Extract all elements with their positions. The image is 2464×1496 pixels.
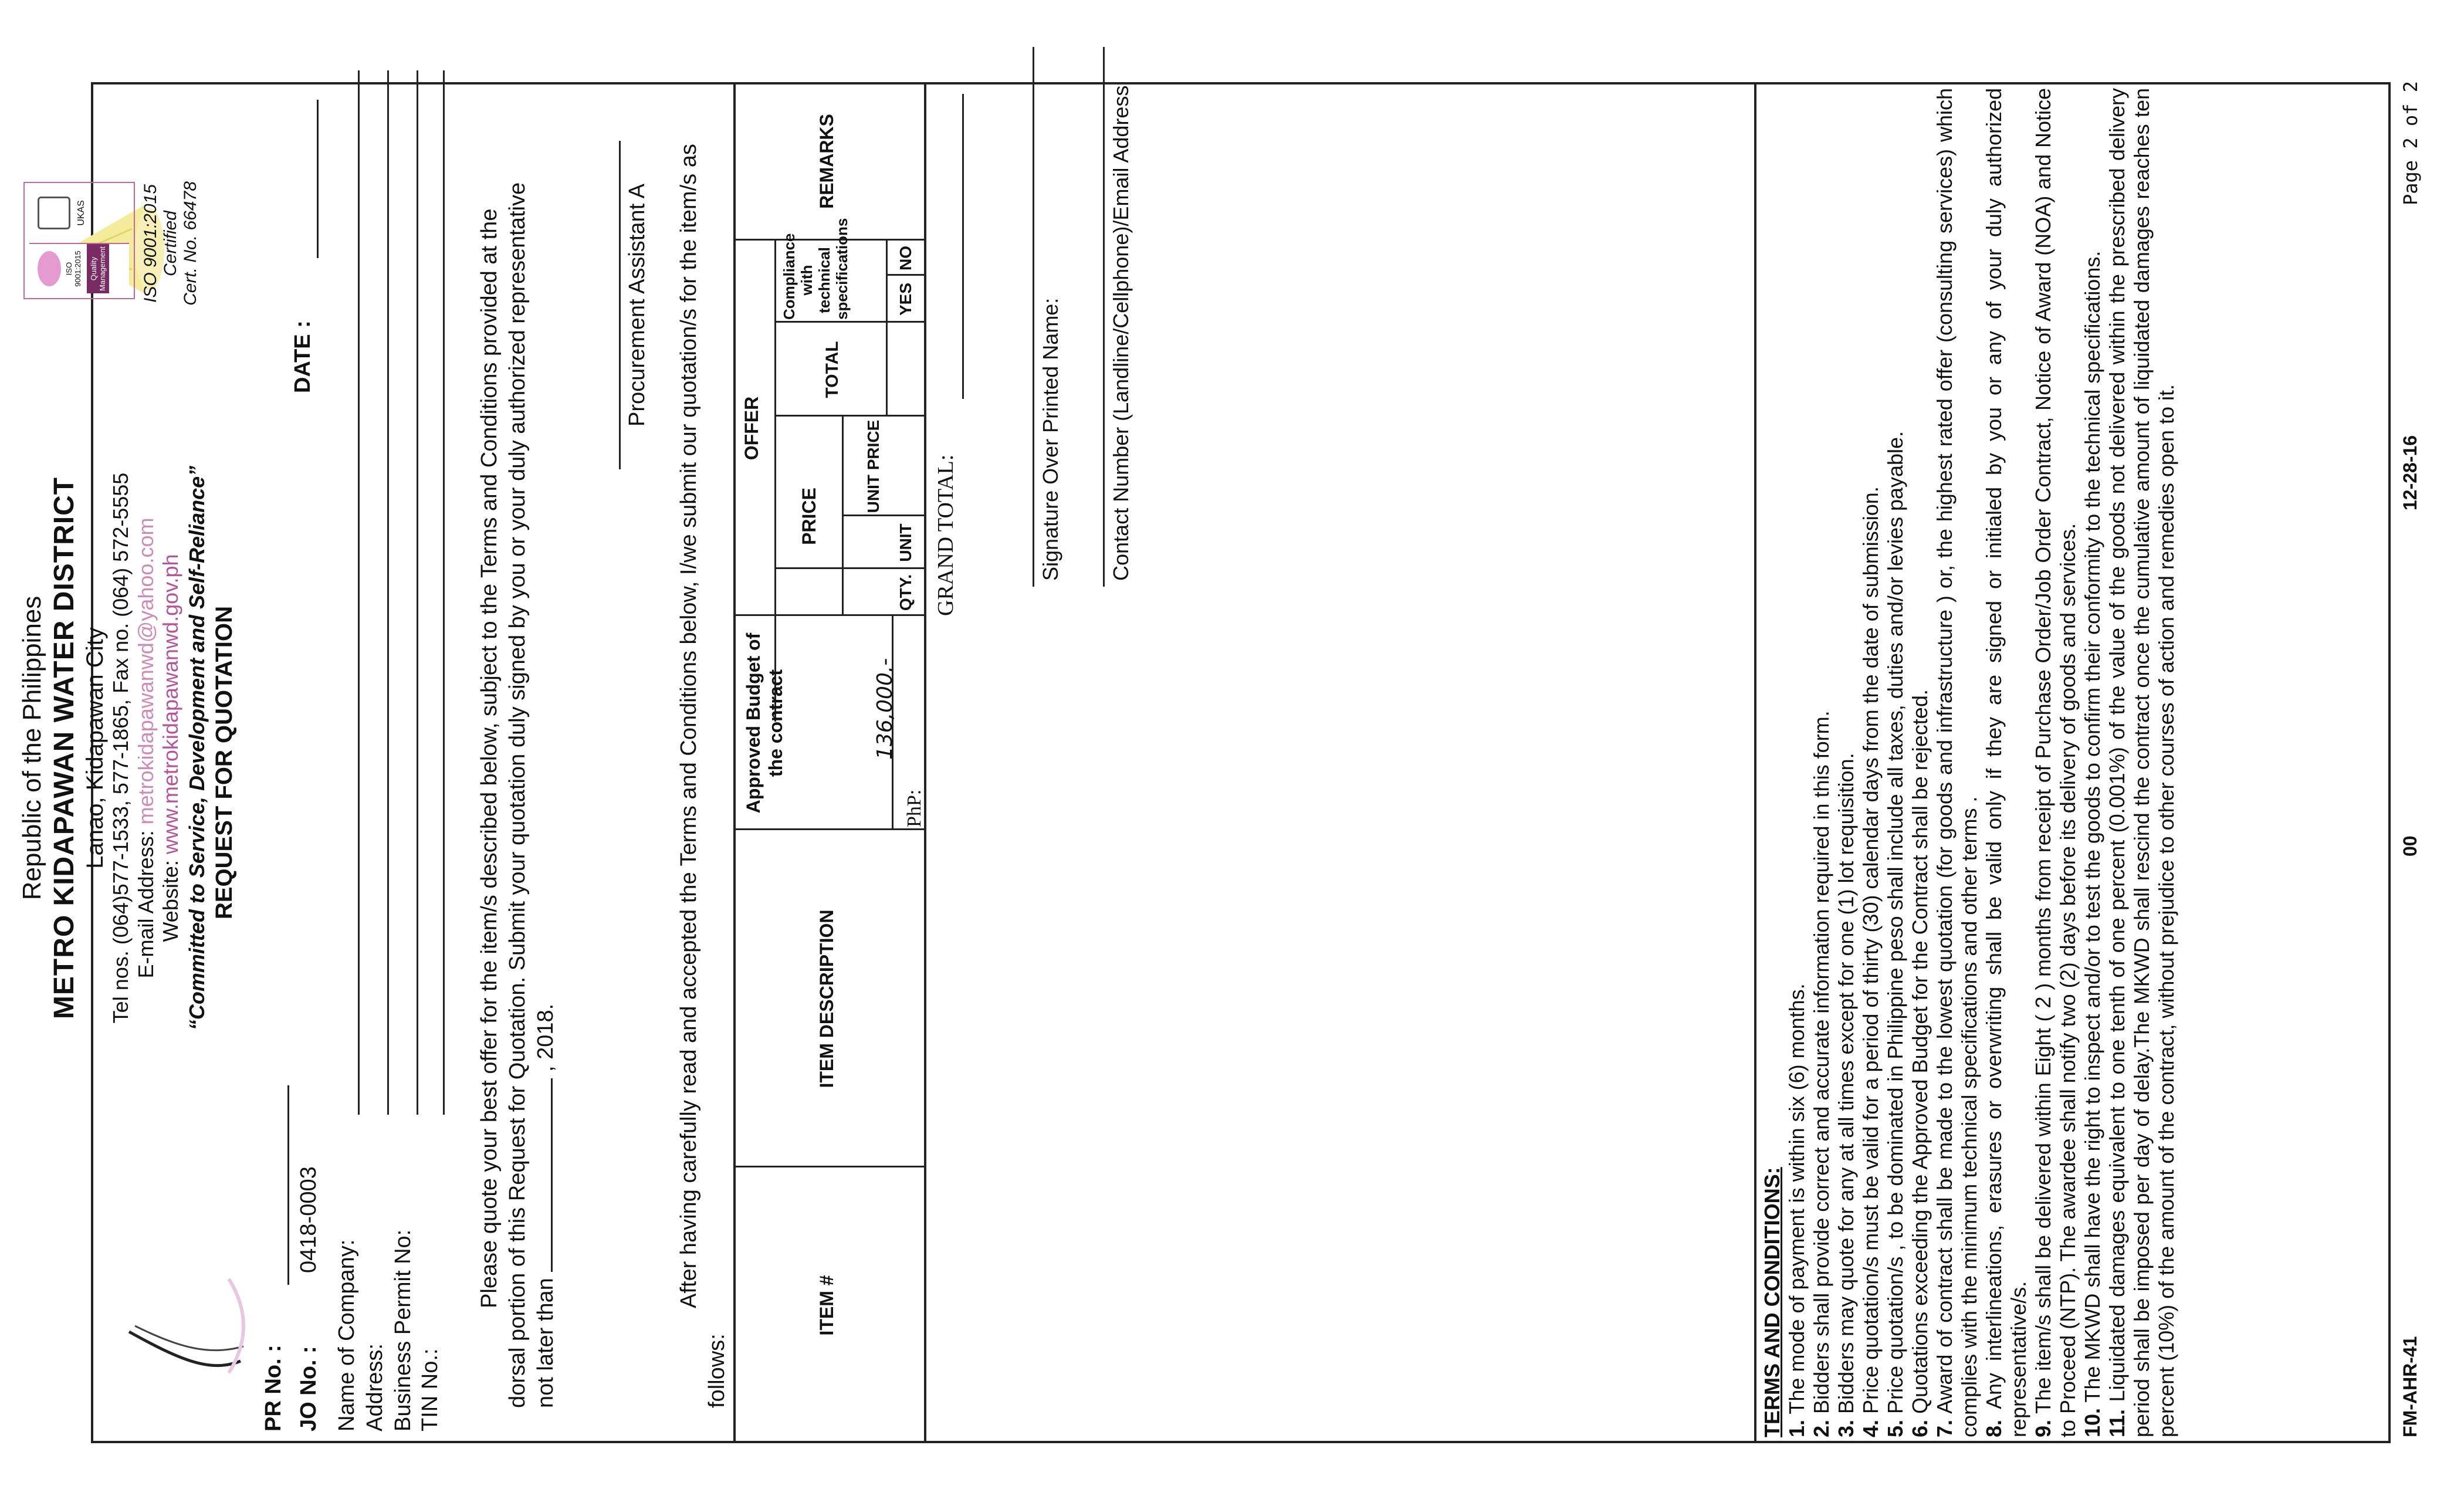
pr-label: PR No. : (261, 1345, 286, 1431)
footer-page: Page 2 of 2 (2399, 81, 2422, 205)
letterhead-motto: “Committed to Service, Development and Self-Reliance” (185, 465, 209, 1031)
tin-label: TIN No.: (418, 1348, 442, 1431)
company-line[interactable] (358, 70, 360, 1115)
address-label: Address: (363, 1343, 387, 1431)
web-label: Website: (158, 860, 182, 942)
permit-label: Business Permit No: (391, 1229, 415, 1431)
header-price: PRICE (798, 488, 820, 545)
para1-year: , 2018. (533, 1003, 558, 1072)
term-8: 8. Any interlineations, erasures or overwriting shall be valid only if they are signed or initialed by you or any of your duly authorized representative/s. (1982, 88, 2030, 1437)
compliance-row-line (886, 241, 888, 417)
term-11: 11. Liquidated damages equivalent to one tenth of one percent (0.001%) of the value of the goods not delivered within the prescribed delivery period shall be imposed per day of delay.The MKWD shall rescind the contract once the cumulative amount of liquidated damages reaches ten percent (10%) of the amount of the contract, without prejudice to other courses of action and remedies open to it. (2105, 88, 2178, 1437)
footer-form-code: FM-AHR-41 (2399, 1336, 2421, 1437)
cert-caption (141, 158, 201, 329)
ukas-badge (29, 187, 129, 239)
iso-badge-circle-icon (38, 251, 61, 286)
cert-line1: ISO 9001:2015 Certified (141, 184, 180, 303)
acceptance-paragraph (675, 88, 731, 1408)
contact-label: Contact Number (Landline/Cellphone)/Email Address (1109, 85, 1133, 581)
header-total: TOTAL (823, 341, 842, 398)
web-link[interactable]: www.metrokidapawanwd.gov.ph (158, 554, 182, 855)
company-label: Name of Company: (334, 1239, 359, 1431)
header-qty: QTY. (896, 574, 915, 611)
header-yes: YES (896, 282, 915, 316)
table-top-border (733, 82, 736, 1443)
ukas-text: UKAS (76, 200, 86, 226)
price-row-line (842, 417, 844, 616)
cert-badge-box (23, 182, 135, 299)
email-link[interactable]: metrokidapawanwd@yahoo.com (134, 517, 158, 825)
iso-badge-text: ISO 9001:2015 (65, 251, 82, 287)
term-4: 4. Price quotation/s must be valid for a period of thirty (30) calendar days from the date of submission. (1859, 486, 1883, 1437)
para1-line-b: dorsal portion of this Request for Quotation. Submit your quotation duly signed by you or your duly authorized representative (505, 182, 530, 1408)
instructions-paragraph (475, 88, 560, 1408)
page-title: REQUEST FOR QUOTATION (211, 605, 237, 920)
term-6: 6. Quotations exceeding the Approved Budget for the Contract shall be rejected. (1908, 689, 1932, 1437)
footer-rev: 00 (2399, 835, 2421, 857)
contact-line (1103, 47, 1105, 587)
para1-not-later: not later than (533, 1278, 558, 1408)
crown-check-icon (38, 197, 70, 229)
iso-badge (29, 243, 129, 293)
header-unit-price: UNIT PRICE (864, 419, 882, 513)
header-remarks: REMARKS (816, 114, 837, 209)
letterhead-republic: Republic of the Philippines (18, 595, 46, 901)
para1-line-c (532, 88, 560, 1408)
terms-section (1760, 88, 2179, 1437)
term-9: 9. The item/s shall be delivered within Eight ( 2 ) months from receipt of Purchase Order/Job Order Contract, Notice of Award (NOA) and Notice to Proceed (NTP). The awardee shall notify two (2) days before its delivery of goods and services. (2031, 88, 2080, 1437)
term-10: 10. The MKWD shall have the right to inspect and/or to test the goods to confirm their conformity to the technical specifications. (2080, 251, 2104, 1437)
footer-date: 12-28-16 (2399, 435, 2421, 510)
pr-line[interactable] (287, 1085, 289, 1285)
cert-line2: Cert. No. 66478 (181, 181, 200, 306)
letterhead-address: Lanao, Kidapawan City (82, 627, 108, 869)
signature-line (1033, 47, 1034, 587)
qm-badge-text: Quality Management (87, 244, 109, 293)
term-3: 3. Bidders may quote for any at all times except for one (1) lot requisition. (1834, 753, 1858, 1437)
term-5: 5. Price quotation/s , to be dominated in Philippine peso shall include all taxes, duties and/or levies payable. (1883, 431, 1907, 1437)
header-no: NO (896, 246, 915, 270)
signature-label: Signature Over Printed Name: (1038, 297, 1062, 581)
address-line[interactable] (387, 70, 389, 1115)
tin-line[interactable] (443, 70, 445, 1115)
deadline-field[interactable] (533, 1078, 553, 1272)
letterhead-org: METRO KIDAPAWAN WATER DISTRICT (49, 476, 80, 1020)
grand-total-line[interactable] (962, 94, 964, 399)
header-unit: UNIT (896, 523, 915, 562)
jo-label: JO No. : (296, 1346, 321, 1431)
header-item-no: ITEM # (816, 1275, 837, 1336)
table-bottom-border (924, 82, 926, 1443)
term-1: 1. The mode of payment is within six (6) months. (1785, 983, 1809, 1437)
terms-heading: TERMS AND CONDITIONS: (1760, 1167, 1784, 1437)
permit-line[interactable] (417, 70, 418, 1115)
jo-value: 0418-0003 (296, 1166, 321, 1273)
abc-value: 136,000.- (873, 658, 897, 760)
terms-top-border (1754, 82, 1756, 1443)
para2-line-b: follows: (705, 1333, 729, 1408)
signatory-line (619, 141, 621, 469)
email-label: E-mail Address: (134, 830, 158, 979)
grand-total-label: GRAND TOTAL: (933, 454, 958, 616)
header-item-description: ITEM DESCRIPTION (816, 909, 837, 1088)
date-line[interactable] (317, 100, 319, 258)
php-label: PhP: (903, 789, 925, 827)
header-abc: Approved Budget of the contract (743, 632, 786, 814)
term-2: 2. Bidders shall provide correct and accurate information required in this form. (1809, 710, 1833, 1437)
signatory-title: Procurement Assistant A (625, 184, 649, 427)
para1-line-a: Please quote your best offer for the item/s described below, subject to the Terms and Conditions provided at the (477, 208, 502, 1308)
header-compliance: Compliance with technical specifications (780, 218, 851, 320)
date-label: DATE : (290, 320, 315, 393)
col-divider-6 (774, 415, 924, 417)
letterhead-tel: Tel nos. (064)577-1533, 577-1865, Fax no. (064) 572-5555 (109, 472, 133, 1024)
term-7: 7. Award of contract shall be made to the lowest quotation (for goods and infrastructure ) or, the highest rated offer (consulting services) which complies with the minimum technical specifications and other terms . (1932, 88, 1981, 1437)
para2-line-a: After having carefully read and accepted the Terms and Conditions below, I/we submit our quotation/s for the item/s as (676, 144, 701, 1308)
header-offer: OFFER (741, 396, 762, 461)
